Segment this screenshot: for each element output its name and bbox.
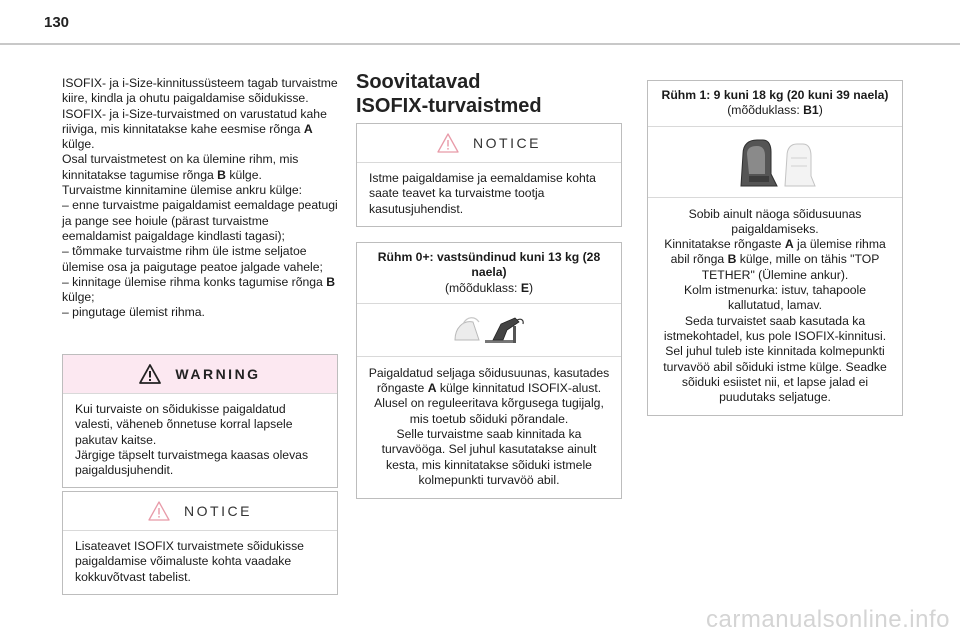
group0-image <box>357 303 621 357</box>
notice-triangle-icon <box>148 501 170 521</box>
group0-text <box>357 357 621 498</box>
notice-header <box>63 492 337 530</box>
group1-line: Kinnitatakse rõngaste A ja ülemise rihma abil rõnga B külge, mille on tähis "TOP TETHER" (Ülemine ankur). <box>664 237 886 282</box>
group1-image <box>648 126 902 198</box>
section-title-line: ISOFIX-turvaistmed <box>356 95 542 117</box>
header-divider <box>0 43 960 45</box>
notice-title: NOTICE <box>184 503 252 519</box>
notice-box-middle <box>356 123 622 227</box>
notice-triangle-icon <box>437 133 459 153</box>
notice-box-left <box>62 491 338 595</box>
group1-line: Kolm istmenurka: istuv, tahapoole kallutatud, lamav. <box>684 283 866 313</box>
group0-header <box>357 243 621 303</box>
page-number: 130 <box>44 14 70 31</box>
warning-line: Kui turvaiste on sõidukisse paigaldatud valesti, väheneb õnnetuse korral lapsele pakutav kaitse. <box>75 402 293 447</box>
warning-title: WARNING <box>175 366 261 382</box>
group1-line: Sobib ainult näoga sõidusuunas paigaldamiseks. <box>688 206 862 236</box>
group1-text <box>648 198 902 416</box>
group0-line: Alusel on reguleeritava kõrgusega tugijalg, mis toetub sõiduki põrandale. <box>374 396 604 426</box>
warning-header <box>63 355 337 393</box>
group0-box <box>356 242 622 499</box>
section-heading <box>356 70 620 118</box>
group0-line: Selle turvaistme saab kinnitada ka turvavööga. Sel juhul kasutatakse ainult kesta, mis kinnitatakse sõiduki istmele kolmepunkti turvavöö abil. <box>381 427 597 487</box>
intro-line: – tõmmake turvaistme rihm üle istme seljatoe ülemise osa ja paigutage peatoe jalgade vahele; <box>62 244 323 274</box>
group1-size: (mõõduklass: B1) <box>727 103 823 118</box>
warning-body <box>63 394 337 487</box>
infant-carrier-icon <box>449 310 529 350</box>
group0-size: (mõõduklass: E) <box>444 280 534 295</box>
intro-line: Turvaistme kinnitamine ülemise ankru külge: <box>62 183 303 198</box>
intro-line: ISOFIX- ja i-Size-kinnitussüsteem tagab turvaistme kiire, kindla ja ohutu paigaldamise sõidukisse. <box>62 76 338 106</box>
notice-title: NOTICE <box>473 135 541 151</box>
intro-line: – kinnitage ülemise rihma konks tagumise rõnga B külge; <box>62 274 336 305</box>
notice-body: Lisateavet ISOFIX turvaistmete sõidukisse paigaldamise võimaluste kohta vaadake kokkuvõtvast tabelist. <box>75 539 304 584</box>
warning-box <box>62 354 338 488</box>
intro-line: Osal turvaistmetest on ka ülemine rihm, mis kinnitatakse tagumise rõnga B külge. <box>62 152 299 182</box>
watermark: carmanualsonline.info <box>706 606 950 633</box>
group1-line: Sel juhul tuleb iste kinnitada kolmepunkti turvavöö abil sõiduki istme külge. Seadke sõiduki esiistet nii, et lapse jalad ei puudutaks seljatuge. <box>663 344 887 405</box>
group0-title: Rühm 0+: vastsündinud kuni 13 kg (28 naela) <box>377 250 601 280</box>
group0-line: Paigaldatud seljaga sõidusuunas, kasutades rõngaste A külge kinnitatud ISOFIX-alust. <box>368 365 610 396</box>
intro-line: ISOFIX- ja i-Size-turvaistmed on varustatud kahe riiviga, mis kinnitatakse kahe eesmise rõnga A külge. <box>62 106 327 152</box>
group1-title: Rühm 1: 9 kuni 18 kg (20 kuni 39 naela) <box>661 88 889 102</box>
intro-text <box>62 76 338 321</box>
group1-box <box>647 80 903 416</box>
section-title-line: Soovitatavad <box>356 71 481 93</box>
intro-line: – enne turvaistme paigaldamist eemaldage peatugi ja pange see hoiule (pärast turvaistme eemaldamist paigaldage kindlasti tagasi); <box>62 198 338 243</box>
child-seat-icon <box>733 134 817 190</box>
notice-body: Istme paigaldamise ja eemaldamise kohta saate teavet ka turvaistme tootja kasutusjuhendist. <box>369 171 596 216</box>
intro-line: – pingutage ülemist rihma. <box>62 305 205 320</box>
group1-line: Seda turvaistet saab kasutada ka istmekohtadel, kus pole ISOFIX-kinnitusi. <box>663 313 887 343</box>
warning-triangle-icon <box>139 364 161 384</box>
warning-line: Järgige täpselt turvaistmega kaasas olevas paigaldusjuhendit. <box>75 447 309 478</box>
notice-header <box>357 124 621 162</box>
group1-header <box>648 81 902 126</box>
